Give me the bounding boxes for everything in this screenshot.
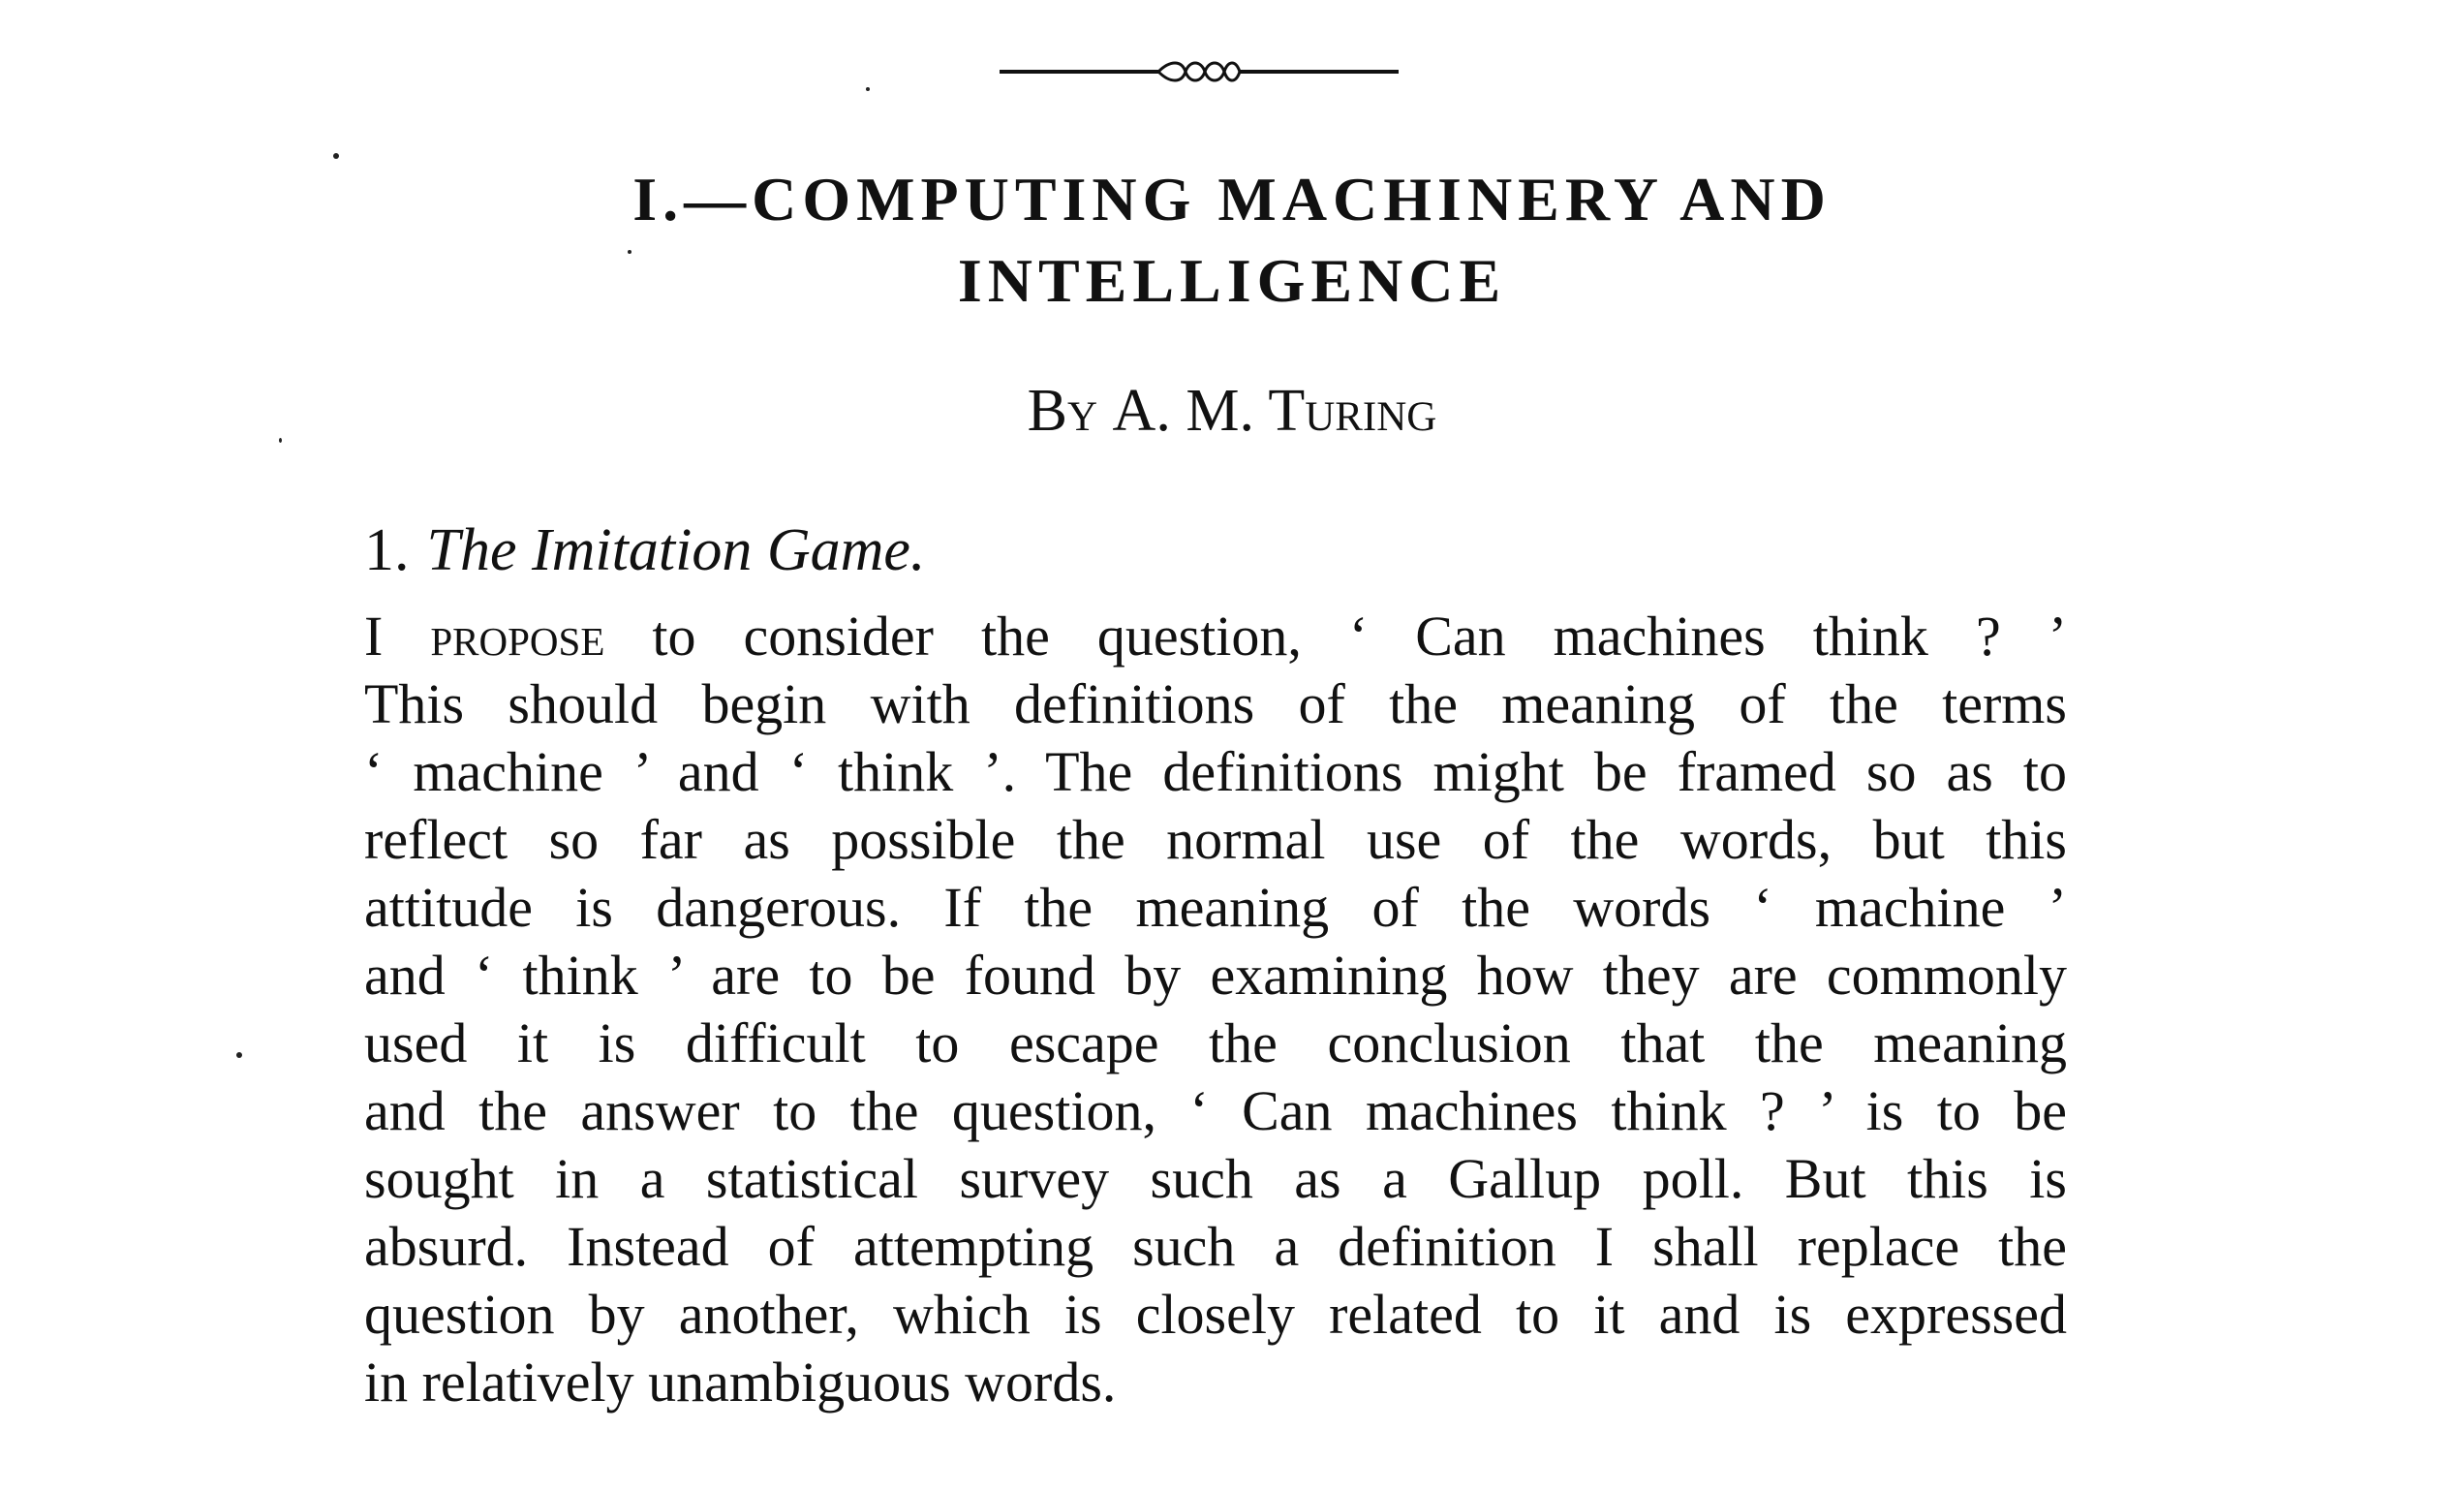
byline-prefix: By bbox=[1027, 378, 1098, 444]
body-line bbox=[364, 603, 2067, 670]
first-word-smallcaps: propose bbox=[430, 605, 605, 668]
section-title: The Imitation Game. bbox=[426, 517, 926, 583]
body-line: in relatively unambiguous words. bbox=[364, 1351, 1117, 1414]
body-paragraph bbox=[364, 603, 2067, 1416]
body-line: used it is difficult to escape the conclusion that the meaning bbox=[364, 1011, 2067, 1074]
body-line: attitude is dangerous. If the meaning of the words ‘ machine ’ bbox=[364, 876, 2067, 939]
body-line: and the answer to the question, ‘ Can machines think ? ’ is to be bbox=[364, 1079, 2067, 1142]
article-title-line2: INTELLIGENCE bbox=[957, 246, 1507, 315]
scan-speck bbox=[866, 87, 870, 91]
byline bbox=[0, 372, 2464, 450]
ornament-divider-icon bbox=[996, 54, 1402, 89]
body-line: ‘ machine ’ and ‘ think ’. The definitions might be framed so as to bbox=[364, 740, 2067, 803]
body-line: and ‘ think ’ are to be found by examining how they are commonly bbox=[364, 944, 2067, 1007]
first-word: I bbox=[364, 605, 384, 668]
article-title-line1: I.—COMPUTING MACHINERY AND bbox=[632, 165, 1832, 233]
body-line: absurd. Instead of attempting such a definition I shall replace the bbox=[364, 1215, 2067, 1278]
body-line: question by another, which is closely related to it and is expressed bbox=[364, 1283, 2067, 1346]
section-heading bbox=[364, 512, 925, 589]
body-line: sought in a statistical survey such as a Gallup poll. But this is bbox=[364, 1147, 2067, 1210]
byline-author: A. M. Turing bbox=[1112, 378, 1437, 444]
scan-speck bbox=[236, 1052, 242, 1058]
body-line: reflect so far as possible the normal use of the words, but this bbox=[364, 808, 2067, 871]
section-number: 1. bbox=[364, 517, 410, 583]
body-line-text: to consider the question, ‘ Can machines think ? ’ bbox=[604, 605, 2068, 668]
body-line: This should begin with definitions of the meaning of the terms bbox=[364, 672, 2067, 735]
